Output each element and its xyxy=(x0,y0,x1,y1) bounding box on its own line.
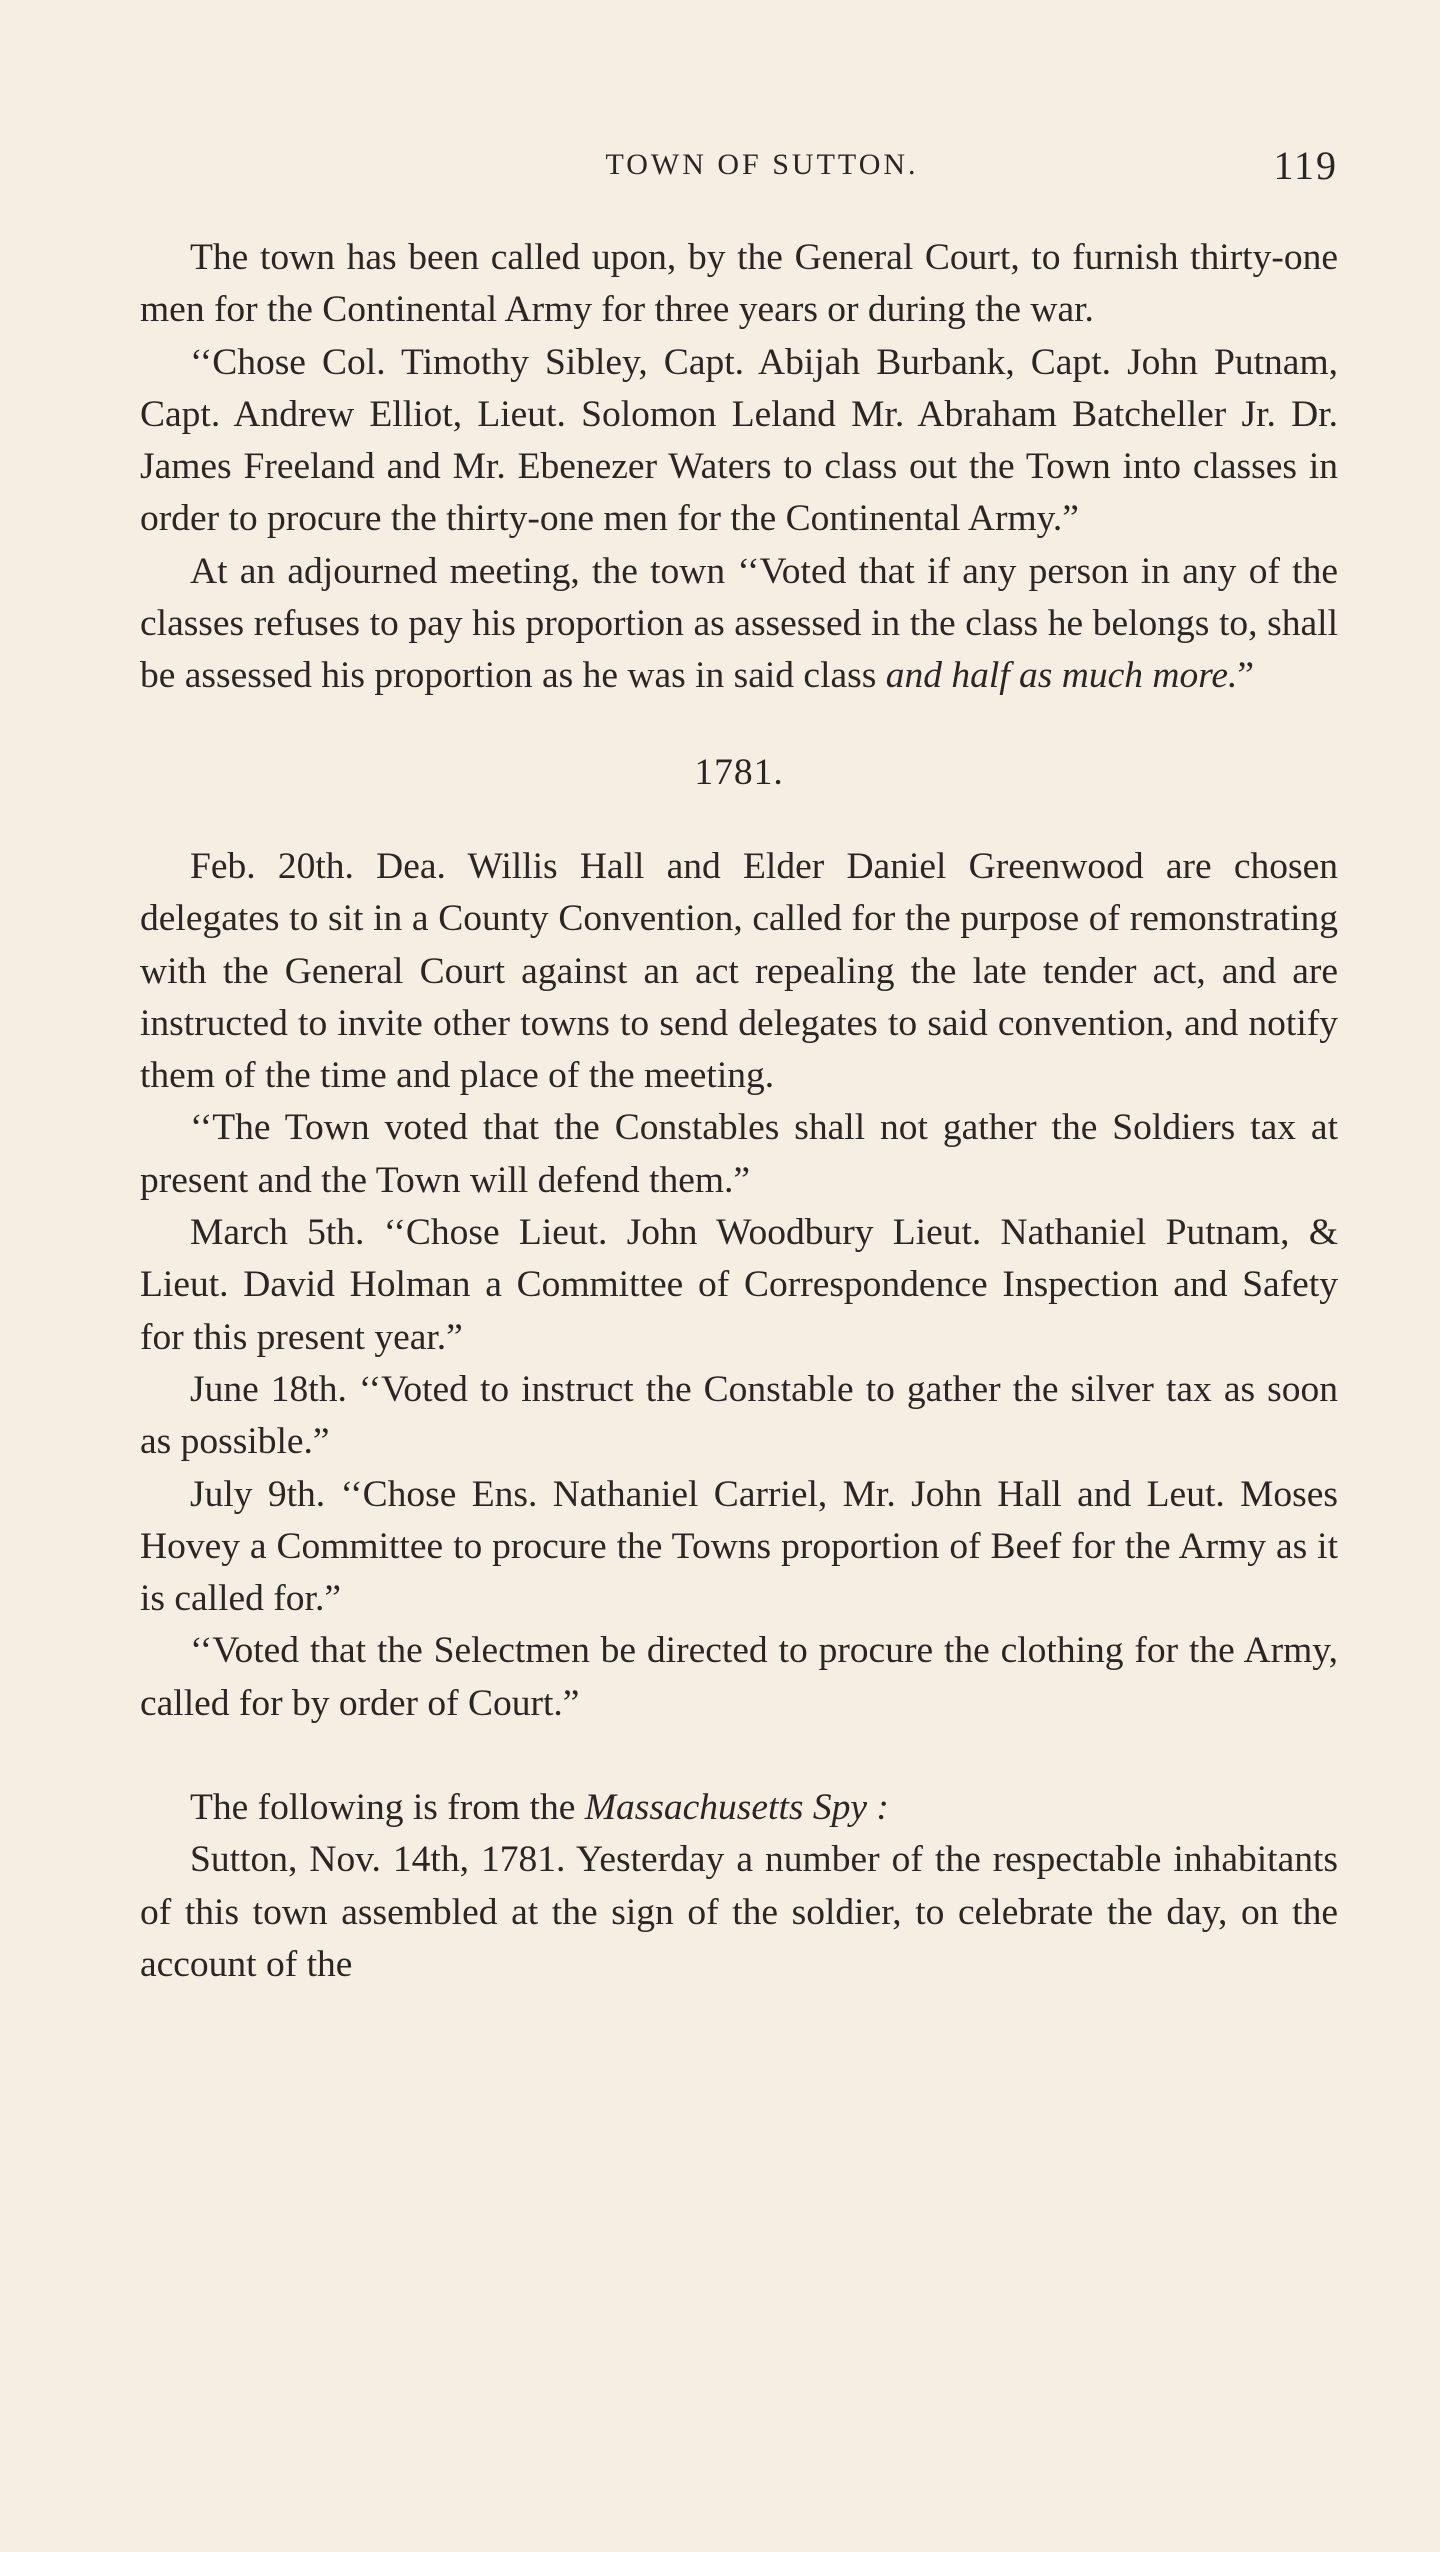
adjourned-meeting-emphasis: and half as much more. xyxy=(885,655,1238,697)
paragraph-sutton-nov-14th: Sutton, Nov. 14th, 1781. Yesterday a number of the respectable inhabitants of this town assembled at the sign of the soldier, to celebrate the day, on the account of the xyxy=(140,1839,1338,1985)
adjourned-meeting-text: At an adjourned meeting, the town ‘‘Voted that if any person in any of the classes refuses to pay his proportion as assessed in the class he belongs to, shall be assessed his proportion as he was in said class xyxy=(140,550,1338,697)
paragraph-chose-committee: ‘‘Chose Col. Timothy Sibley, Capt. Abijah Burbank, Capt. John Putnam, Capt. Andrew Elliot, Lieut. Solomon Leland Mr. Abraham Batcheller Jr. Dr. James Freeland and Mr. Ebenezer Waters to class out the Town into classes in order to procure the thirty-one men for the Continental Army.” xyxy=(140,341,1338,540)
year-heading: 1781. xyxy=(694,751,784,793)
paragraph-massachusetts-spy xyxy=(140,1782,1338,1834)
adjourned-meeting-close: ” xyxy=(1237,655,1255,697)
paragraph-constables: ‘‘The Town voted that the Constables shall not gather the Soldiers tax at present and the Town will defend them.” xyxy=(140,1107,1338,1201)
paragraph-feb-20th: Feb. 20th. Dea. Willis Hall and Elder Daniel Greenwood are chosen delegates to sit in a County Convention, called for the purpose of remonstrating with the General Court against an act repealing the late tender act, and are instructed to invite other towns to send delegates to said convention, and notify them of the time and place of the meeting. xyxy=(140,845,1338,1097)
body-text xyxy=(140,232,1338,1991)
paragraph-selectmen: ‘‘Voted that the Selectmen be directed to procure the clothing for the Army, called for by order of Court.” xyxy=(140,1630,1338,1724)
paragraph-march-5th: March 5th. ‘‘Chose Lieut. John Woodbury Lieut. Nathaniel Putnam, & Lieut. David Holman a Committee of Correspondence Inspection and Safety for this present year.” xyxy=(140,1212,1338,1358)
spy-intro-text: The following is from the xyxy=(190,1787,585,1829)
paragraph-adjourned-meeting xyxy=(140,546,1338,703)
running-head xyxy=(186,143,1338,198)
paragraph-continental-army: The town has been called upon, by the General Court, to furnish thirty-one men for the Continental Army for three years or during the war. xyxy=(140,237,1338,331)
spy-title: Massachusetts Spy : xyxy=(584,1787,889,1829)
running-title: TOWN OF SUTTON. xyxy=(605,148,919,181)
paragraph-june-18th: June 18th. ‘‘Voted to instruct the Constable to gather the silver tax as soon as possible.” xyxy=(140,1368,1338,1463)
paragraph-july-9th: July 9th. ‘‘Chose Ens. Nathaniel Carriel, Mr. John Hall and Leut. Moses Hovey a Committee to procure the Towns proportion of Beef for the Army as it is called for.” xyxy=(140,1473,1338,1620)
page-number: 119 xyxy=(1273,143,1338,188)
